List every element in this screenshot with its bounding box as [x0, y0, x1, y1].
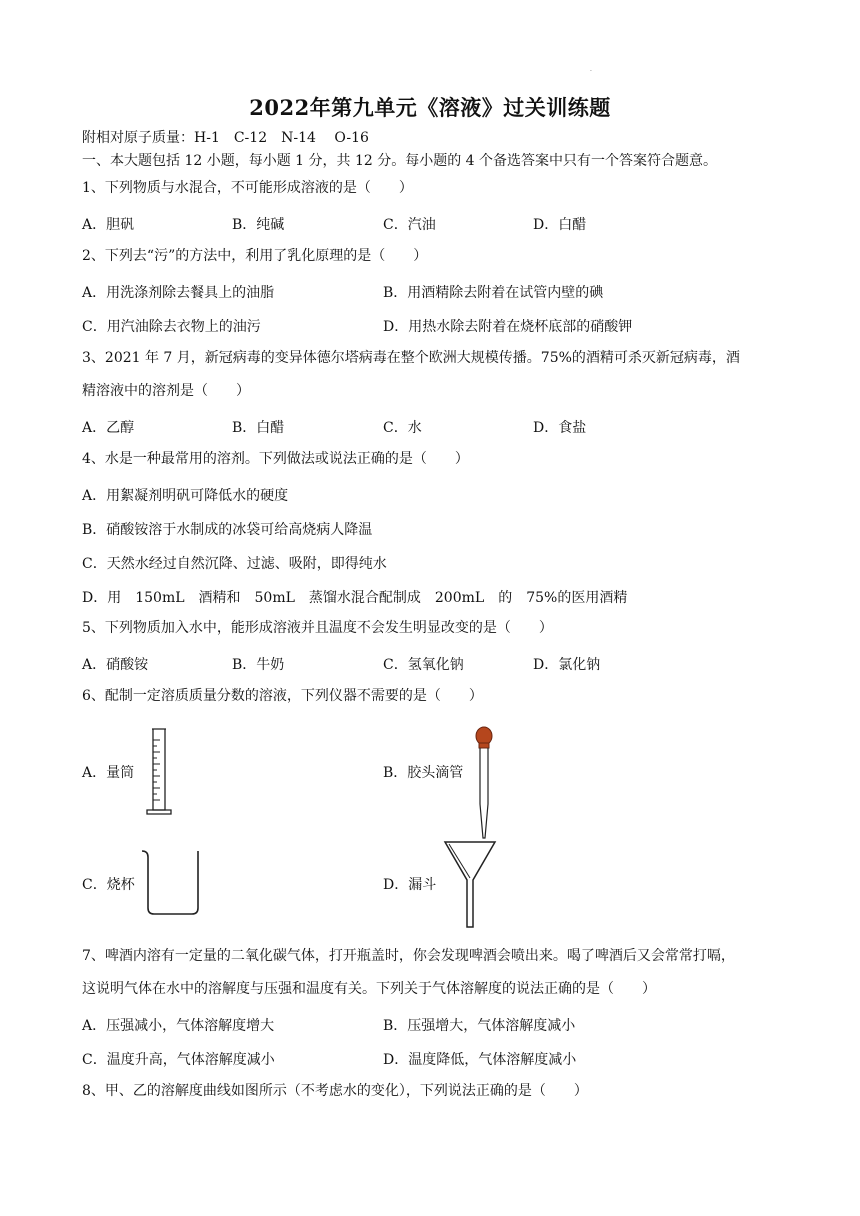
question-stem: 8、甲、乙的溶解度曲线如图所示（不考虑水的变化），下列说法正确的是（ ）	[82, 1083, 588, 1099]
question-stem: 4、水是一种最常用的溶剂。下列做法或说法正确的是（ ）	[82, 451, 469, 467]
option-c: C．水	[383, 420, 422, 436]
question-stem: 7、啤酒内溶有一定量的二氧化碳气体，打开瓶盖时，你会发现啤酒会喷出来。喝了啤酒后又会常常打嗝，	[82, 948, 735, 964]
option-b: B．牛奶	[232, 657, 285, 673]
option-d: D．食盐	[533, 420, 587, 436]
question-stem: 6、配制一定溶质质量分数的溶液，下列仪器不需要的是（ ）	[82, 688, 483, 704]
page-mark: ·	[590, 68, 592, 75]
option-d: D．白醋	[533, 217, 587, 233]
option-c: C．烧杯	[82, 877, 135, 893]
option-b: B．用酒精除去附着在试管内壁的碘	[383, 285, 604, 301]
option-a: A．用絮凝剂明矾可降低水的硬度	[82, 488, 289, 504]
option-b: B．纯碱	[232, 217, 285, 233]
question-stem: 2、下列去“污”的方法中，利用了乳化原理的是（ ）	[82, 248, 428, 264]
question-stem-continued: 精溶液中的溶剂是（ ）	[82, 383, 250, 399]
option-a: A．量筒	[82, 765, 135, 781]
option-d: D．温度降低，气体溶解度减小	[383, 1052, 577, 1068]
option-c: C．温度升高，气体溶解度减小	[82, 1052, 275, 1068]
funnel-icon	[443, 838, 497, 930]
option-b: B．硝酸铵溶于水制成的冰袋可给高烧病人降温	[82, 522, 373, 538]
option-a: A．胆矾	[82, 217, 135, 233]
option-c: C．天然水经过自然沉降、过滤、吸附，即得纯水	[82, 556, 387, 572]
atomic-mass-line: 附相对原子质量：H-1 C-12 N-14 O-16	[82, 130, 369, 146]
option-a: A．乙醇	[82, 420, 135, 436]
option-d: D．用热水除去附着在烧杯底部的硝酸钾	[383, 319, 633, 335]
option-d: D．氯化钠	[533, 657, 601, 673]
option-b: B．白醋	[232, 420, 285, 436]
section-instructions: 一、本大题包括 12 小题，每小题 1 分，共 12 分。每小题的 4 个备选答案中只有一个答案符合题意。	[82, 153, 718, 169]
option-c: C．用汽油除去衣物上的油污	[82, 319, 261, 335]
dropper-icon	[472, 726, 496, 844]
option-b: B．胶头滴管	[383, 765, 464, 781]
exam-title: 2022年第九单元《溶液》过关训练题	[249, 95, 611, 120]
option-a: A．压强减小，气体溶解度增大	[82, 1018, 275, 1034]
option-c: C．氢氧化钠	[383, 657, 464, 673]
beaker-icon	[140, 848, 202, 918]
option-c: C．汽油	[383, 217, 436, 233]
question-stem: 1、下列物质与水混合，不可能形成溶液的是（ ）	[82, 180, 413, 196]
question-stem-continued: 这说明气体在水中的溶解度与压强和温度有关。下列关于气体溶解度的说法正确的是（ ）	[82, 981, 656, 997]
option-a: A．用洗涤剂除去餐具上的油脂	[82, 285, 275, 301]
option-d: D．漏斗	[383, 877, 437, 893]
question-stem: 3、2021 年 7 月，新冠病毒的变异体德尔塔病毒在整个欧洲大规模传播。75%的酒精可杀灭新冠病毒，酒	[82, 350, 740, 366]
option-a: A．硝酸铵	[82, 657, 149, 673]
option-d: D．用 150mL 酒精和 50mL 蒸馏水混合配制成 200mL 的 75%的医用酒精	[82, 590, 628, 606]
question-stem: 5、下列物质加入水中，能形成溶液并且温度不会发生明显改变的是（ ）	[82, 620, 553, 636]
graduated-cylinder-icon	[142, 726, 176, 818]
option-b: B．压强增大，气体溶解度减小	[383, 1018, 576, 1034]
